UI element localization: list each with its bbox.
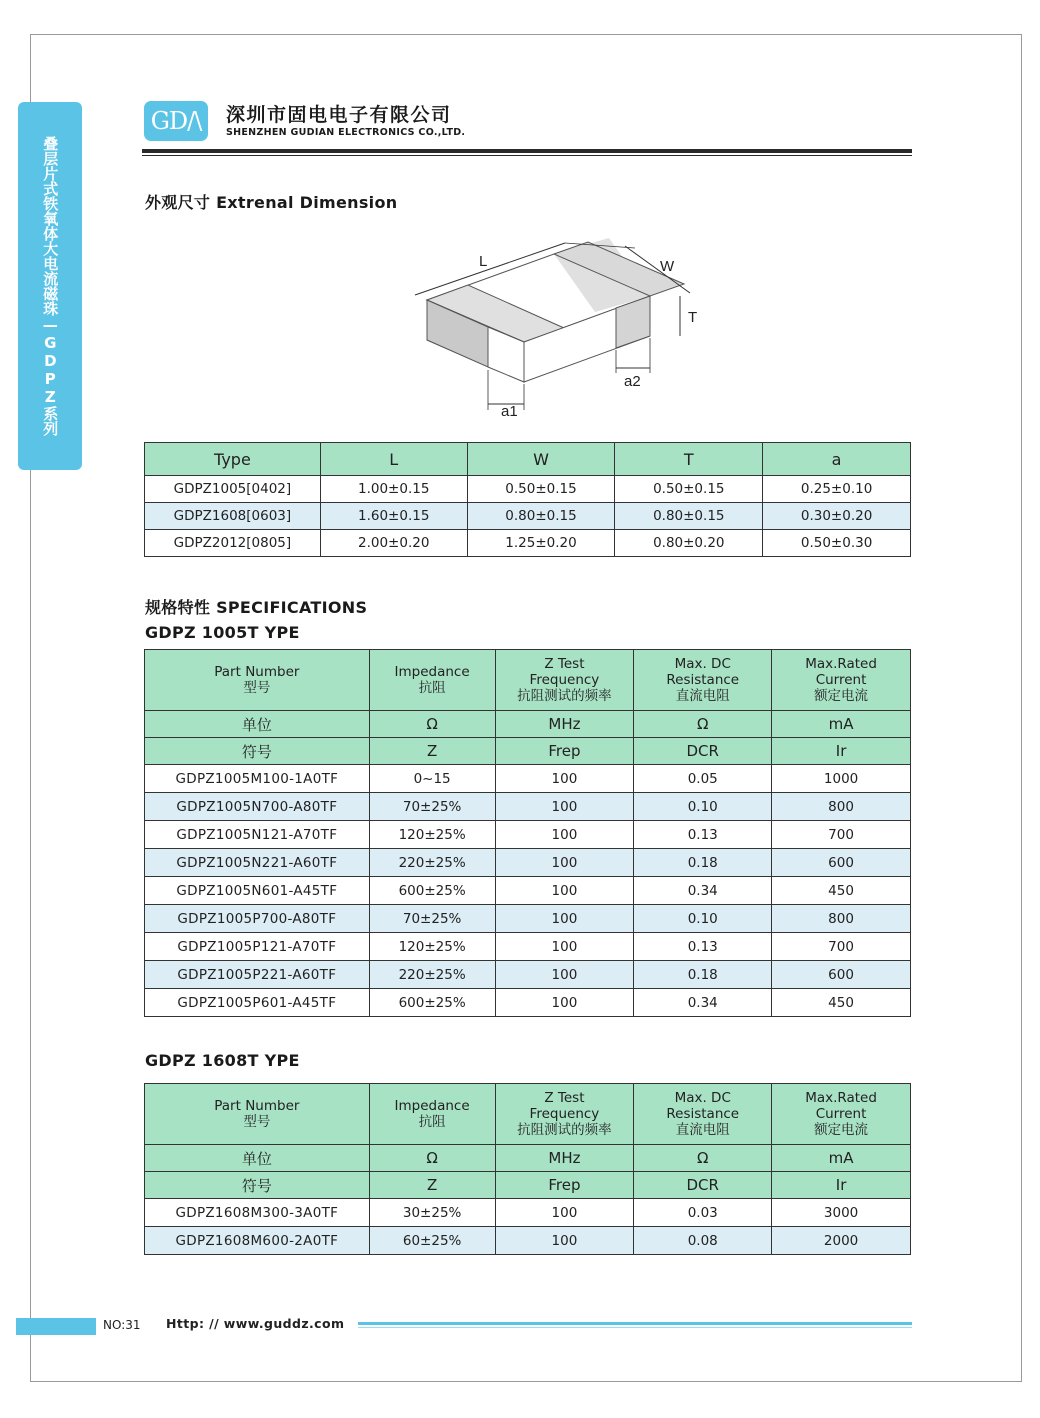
table-cell: GDPZ1608M600-2A0TF xyxy=(145,1227,370,1255)
company-name-en: SHENZHEN GUDIAN ELECTRONICS CO.,LTD. xyxy=(226,127,466,138)
table-cell: 450 xyxy=(772,989,911,1017)
table-cell: 0.18 xyxy=(634,961,772,989)
table-cell: 0.34 xyxy=(634,989,772,1017)
col-header-dcr: Max. DC Resistance 直流电阻 xyxy=(634,1084,772,1145)
table-cell: 120±25% xyxy=(369,933,495,961)
component-diagram xyxy=(395,238,725,428)
table-cell: 0.08 xyxy=(634,1227,772,1255)
website-link[interactable]: Http: // www.guddz.com xyxy=(166,1316,345,1331)
table-cell: 60±25% xyxy=(369,1227,495,1255)
table-row xyxy=(145,961,911,989)
table-cell: GDPZ1005P700-A80TF xyxy=(145,905,370,933)
table-cell: 30±25% xyxy=(369,1199,495,1227)
spec-table-1005 xyxy=(144,649,911,1017)
units-row: 单位 Ω MHz Ω mA xyxy=(145,1145,911,1172)
table-cell: GDPZ1005N121-A70TF xyxy=(145,821,370,849)
company-logo: GD/\ xyxy=(144,101,208,141)
table-cell: 0.10 xyxy=(634,793,772,821)
table-cell: GDPZ1608M300-3A0TF xyxy=(145,1199,370,1227)
table-cell: 0.13 xyxy=(634,821,772,849)
spec-table-1608 xyxy=(144,1083,911,1255)
col-header-dcr: Max. DC Resistance 直流电阻 xyxy=(634,650,772,711)
table-cell: 600±25% xyxy=(369,989,495,1017)
label-W: W xyxy=(660,258,675,275)
units-row: 单位 Ω MHz Ω mA xyxy=(145,711,911,738)
table-cell: 100 xyxy=(495,821,634,849)
col-header-impedance: Impedance 抗阻 xyxy=(369,1084,495,1145)
col-header-a: a xyxy=(763,443,911,476)
spec-header-row xyxy=(145,650,911,711)
symbols-row: 符号 Z Frep DCR Ir xyxy=(145,738,911,765)
table-row xyxy=(145,905,911,933)
table-cell: 0.13 xyxy=(634,933,772,961)
dimension-title: 外观尺寸 Extrenal Dimension xyxy=(145,193,398,212)
table-cell: 600 xyxy=(772,961,911,989)
table-cell: 3000 xyxy=(772,1199,911,1227)
table-cell: 600±25% xyxy=(369,877,495,905)
table-cell: GDPZ1005N601-A45TF xyxy=(145,877,370,905)
footer-rule-thin xyxy=(358,1327,912,1328)
table-cell: 100 xyxy=(495,1227,634,1255)
table-cell: 70±25% xyxy=(369,793,495,821)
header-rule xyxy=(142,149,912,153)
table-row xyxy=(145,877,911,905)
table-row xyxy=(145,793,911,821)
type-1608-title: GDPZ 1608T YPE xyxy=(145,1051,300,1070)
table-cell: 0.03 xyxy=(634,1199,772,1227)
table-cell: 220±25% xyxy=(369,961,495,989)
table-row: GDPZ1608[0603] 1.60±0.15 0.80±0.15 0.80±0.15 0.30±0.20 xyxy=(145,503,911,530)
table-cell: 700 xyxy=(772,821,911,849)
page-number: NO:31 xyxy=(103,1318,141,1332)
header-rule-thin xyxy=(142,155,912,156)
symbols-row: 符号 Z Frep DCR Ir xyxy=(145,1172,911,1199)
table-row xyxy=(145,765,911,793)
table-cell: GDPZ1005M100-1A0TF xyxy=(145,765,370,793)
table-cell: GDPZ1005P601-A45TF xyxy=(145,989,370,1017)
label-a2: a2 xyxy=(624,373,641,390)
table-cell: GDPZ1005P121-A70TF xyxy=(145,933,370,961)
col-header-part: Part Number 型号 xyxy=(145,1084,370,1145)
sidebar-tab: 叠层片式铁氧体大电流磁珠—GDPZ系列 xyxy=(18,102,82,470)
table-cell: 600 xyxy=(772,849,911,877)
table-row: GDPZ2012[0805] 2.00±0.20 1.25±0.20 0.80±0.20 0.50±0.30 xyxy=(145,530,911,557)
table-cell: 100 xyxy=(495,793,634,821)
table-cell: 100 xyxy=(495,933,634,961)
type-1005-title: GDPZ 1005T YPE xyxy=(145,623,300,642)
table-cell: 0~15 xyxy=(369,765,495,793)
table-cell: 700 xyxy=(772,933,911,961)
table-cell: GDPZ1005P221-A60TF xyxy=(145,961,370,989)
col-header-ztest: Z Test Frequency 抗阻测试的频率 xyxy=(495,650,634,711)
table-cell: 120±25% xyxy=(369,821,495,849)
col-header-L: L xyxy=(320,443,467,476)
table-cell: 1000 xyxy=(772,765,911,793)
col-header-T: T xyxy=(615,443,763,476)
col-header-current: Max.Rated Current 额定电流 xyxy=(772,1084,911,1145)
label-L: L xyxy=(479,253,488,270)
table-row xyxy=(145,989,911,1017)
table-row xyxy=(145,1199,911,1227)
table-cell: 100 xyxy=(495,765,634,793)
col-header-type: Type xyxy=(145,443,321,476)
table-cell: GDPZ1005N700-A80TF xyxy=(145,793,370,821)
table-cell: 0.18 xyxy=(634,849,772,877)
table-row: GDPZ1005[0402] 1.00±0.15 0.50±0.15 0.50±0.15 0.25±0.10 xyxy=(145,476,911,503)
table-cell: 450 xyxy=(772,877,911,905)
table-cell: 800 xyxy=(772,793,911,821)
table-cell: 100 xyxy=(495,1199,634,1227)
table-cell: 800 xyxy=(772,905,911,933)
footer-accent-bar xyxy=(16,1318,96,1335)
specs-title: 规格特性 SPECIFICATIONS xyxy=(145,598,368,617)
table-cell: 100 xyxy=(495,877,634,905)
col-header-impedance: Impedance 抗阻 xyxy=(369,650,495,711)
table-cell: 100 xyxy=(495,989,634,1017)
table-row xyxy=(145,1227,911,1255)
col-header-ztest: Z Test Frequency 抗阻测试的频率 xyxy=(495,1084,634,1145)
label-T: T xyxy=(688,309,698,326)
col-header-current: Max.Rated Current 额定电流 xyxy=(772,650,911,711)
dimension-table xyxy=(144,442,911,557)
footer-rule xyxy=(358,1322,912,1325)
col-header-part: Part Number 型号 xyxy=(145,650,370,711)
table-header-row xyxy=(145,443,911,476)
label-a1: a1 xyxy=(501,403,518,420)
table-cell: 0.34 xyxy=(634,877,772,905)
table-row xyxy=(145,933,911,961)
table-cell: 100 xyxy=(495,961,634,989)
table-cell: 2000 xyxy=(772,1227,911,1255)
table-row xyxy=(145,821,911,849)
table-cell: 100 xyxy=(495,905,634,933)
table-cell: 100 xyxy=(495,849,634,877)
table-cell: 0.05 xyxy=(634,765,772,793)
table-cell: 0.10 xyxy=(634,905,772,933)
table-cell: 220±25% xyxy=(369,849,495,877)
table-cell: 70±25% xyxy=(369,905,495,933)
table-cell: GDPZ1005N221-A60TF xyxy=(145,849,370,877)
spec-header-row xyxy=(145,1084,911,1145)
company-name-cn: 深圳市固电电子有限公司 xyxy=(226,104,452,126)
col-header-W: W xyxy=(467,443,615,476)
table-row xyxy=(145,849,911,877)
